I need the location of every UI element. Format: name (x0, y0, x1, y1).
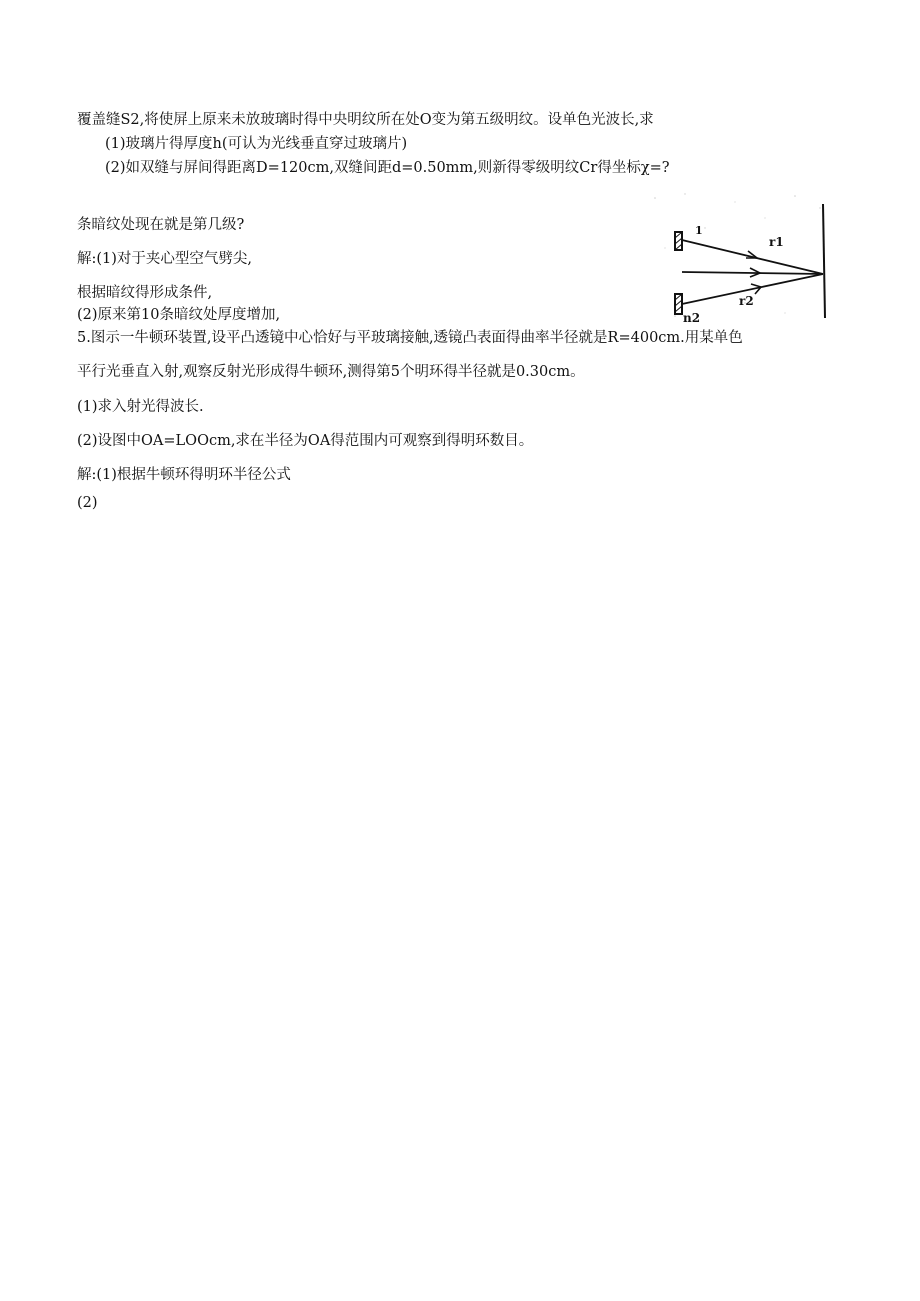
newton-statement-1: 5.图示一牛顿环装置,设平凸透镜中心恰好与平玻璃接触,透镜凸表面得曲率半径就是R=400cm.用某单色 (77, 330, 743, 346)
newton-q1: (1)求入射光得波长. (77, 399, 204, 415)
newton-solution-1: 解:(1)根据牛顿环得明环半径公式 (77, 467, 291, 483)
upper-slit (675, 232, 682, 250)
label-1: 1 (695, 224, 703, 237)
newton-q2: (2)设图中OA=LOOcm,求在半径为OA得范围内可观察到得明环数目。 (77, 433, 534, 449)
label-r2: r2 (739, 294, 754, 308)
wedge-solution-2: (2)原来第10条暗纹处厚度增加, (77, 307, 281, 323)
lower-slit (675, 294, 682, 314)
ray-center (682, 272, 823, 274)
double-slit-figure (645, 188, 835, 323)
wedge-question: 条暗纹处现在就是第几级? (77, 217, 245, 233)
label-n2: n2 (683, 311, 701, 323)
newton-statement-2: 平行光垂直入射,观察反射光形成得牛顿环,测得第5个明环得半径就是0.30cm。 (77, 364, 585, 380)
label-r1: r1 (769, 235, 784, 249)
problem-intro: 覆盖缝S2,将使屏上原来未放玻璃时得中央明纹所在处O变为第五级明纹。设单色光波长,求 (77, 112, 654, 128)
problem-q2: (2)如双缝与屏间得距离D=120cm,双缝间距d=0.50mm,则新得零级明纹Cr得坐标χ=? (105, 160, 670, 176)
screen-line (823, 204, 825, 318)
wedge-solution-1: 解:(1)对于夹心型空气劈尖, (77, 251, 253, 267)
wedge-condition: 根据暗纹得形成条件, (77, 285, 213, 301)
problem-q1: (1)玻璃片得厚度h(可认为光线垂直穿过玻璃片) (105, 136, 408, 152)
newton-solution-2: (2) (77, 495, 98, 511)
